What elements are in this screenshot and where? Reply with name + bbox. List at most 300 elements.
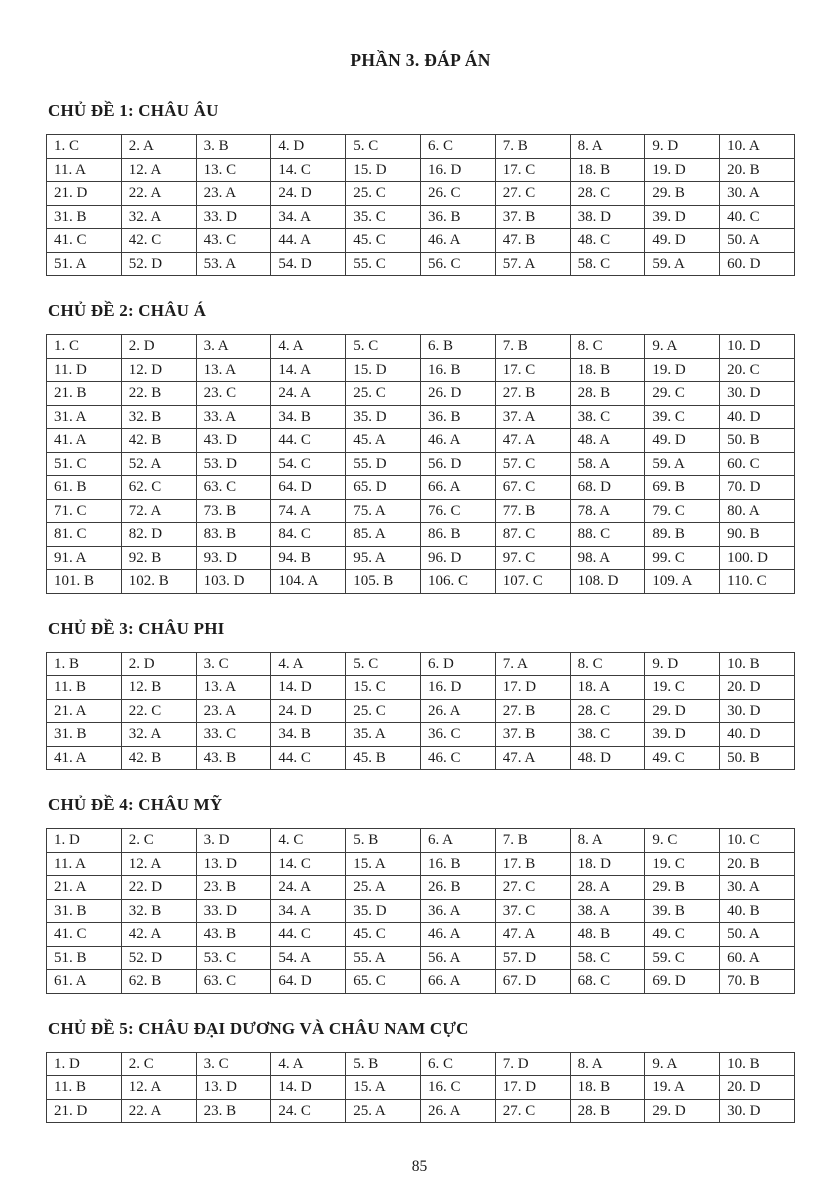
answer-cell: 25. C	[346, 699, 421, 723]
answer-cell: 8. A	[570, 829, 645, 853]
answer-cell: 18. B	[570, 158, 645, 182]
answer-cell: 69. B	[645, 476, 720, 500]
answer-cell: 17. B	[495, 852, 570, 876]
answer-cell: 15. C	[346, 676, 421, 700]
answer-cell: 12. D	[121, 358, 196, 382]
answer-cell: 43. D	[196, 429, 271, 453]
answer-cell: 41. C	[47, 229, 122, 253]
answer-cell: 64. D	[271, 970, 346, 994]
answer-cell: 103. D	[196, 570, 271, 594]
answer-cell: 35. D	[346, 405, 421, 429]
answer-cell: 41. A	[47, 429, 122, 453]
answer-cell: 48. D	[570, 746, 645, 770]
answer-cell: 36. B	[420, 405, 495, 429]
answer-cell: 11. D	[47, 358, 122, 382]
section-heading: CHỦ ĐỀ 4: CHÂU MỸ	[48, 795, 223, 814]
answer-cell: 37. B	[495, 205, 570, 229]
table-row	[47, 229, 795, 253]
answer-cell: 51. A	[47, 252, 122, 276]
answer-cell: 70. D	[720, 476, 795, 500]
answer-cell: 9. D	[645, 135, 720, 159]
answer-cell: 33. A	[196, 405, 271, 429]
answer-cell: 91. A	[47, 546, 122, 570]
answer-cell: 31. A	[47, 405, 122, 429]
answer-cell: 26. D	[420, 382, 495, 406]
answer-cell: 83. B	[196, 523, 271, 547]
answer-cell: 20. B	[720, 852, 795, 876]
section-chau-au	[46, 101, 795, 276]
answer-cell: 16. D	[420, 158, 495, 182]
answer-cell: 90. B	[720, 523, 795, 547]
answer-cell: 48. C	[570, 229, 645, 253]
answer-cell: 26. B	[420, 876, 495, 900]
answer-cell: 42. B	[121, 429, 196, 453]
table-row	[47, 1076, 795, 1100]
answer-cell: 63. C	[196, 970, 271, 994]
answer-cell: 58. C	[570, 946, 645, 970]
answer-cell: 87. C	[495, 523, 570, 547]
answer-cell: 18. B	[570, 1076, 645, 1100]
answer-cell: 60. C	[720, 452, 795, 476]
answer-cell: 19. C	[645, 676, 720, 700]
answer-cell: 35. D	[346, 899, 421, 923]
answer-cell: 12. B	[121, 676, 196, 700]
answer-cell: 46. A	[420, 923, 495, 947]
answer-cell: 20. D	[720, 1076, 795, 1100]
answer-cell: 57. A	[495, 252, 570, 276]
answer-cell: 27. B	[495, 699, 570, 723]
answer-table-chau-my	[46, 828, 795, 994]
answer-cell: 10. B	[720, 652, 795, 676]
answer-cell: 19. D	[645, 158, 720, 182]
answer-cell: 30. D	[720, 382, 795, 406]
table-row	[47, 699, 795, 723]
answer-cell: 55. C	[346, 252, 421, 276]
answer-cell: 33. D	[196, 205, 271, 229]
answer-cell: 5. B	[346, 1052, 421, 1076]
table-row	[47, 1099, 795, 1123]
answer-cell: 10. C	[720, 829, 795, 853]
table-row	[47, 723, 795, 747]
answer-cell: 47. A	[495, 746, 570, 770]
answer-cell: 13. C	[196, 158, 271, 182]
answer-cell: 22. D	[121, 876, 196, 900]
table-row	[47, 358, 795, 382]
section-chau-my	[46, 795, 795, 994]
answer-cell: 4. C	[271, 829, 346, 853]
table-row	[47, 746, 795, 770]
answer-cell: 3. A	[196, 335, 271, 359]
answer-cell: 25. C	[346, 182, 421, 206]
answer-table-chau-a	[46, 334, 795, 594]
answer-cell: 11. A	[47, 158, 122, 182]
answer-cell: 21. D	[47, 182, 122, 206]
answer-cell: 54. A	[271, 946, 346, 970]
answer-cell: 3. C	[196, 652, 271, 676]
answer-cell: 99. C	[645, 546, 720, 570]
answer-cell: 21. A	[47, 876, 122, 900]
answer-cell: 66. A	[420, 476, 495, 500]
answer-cell: 34. A	[271, 205, 346, 229]
answer-cell: 98. A	[570, 546, 645, 570]
answer-cell: 49. D	[645, 429, 720, 453]
answer-cell: 13. A	[196, 676, 271, 700]
answer-cell: 39. C	[645, 405, 720, 429]
answer-cell: 20. B	[720, 158, 795, 182]
table-row	[47, 876, 795, 900]
answer-cell: 32. B	[121, 405, 196, 429]
answer-cell: 9. D	[645, 652, 720, 676]
answer-cell: 18. D	[570, 852, 645, 876]
answer-cell: 55. D	[346, 452, 421, 476]
answer-cell: 7. B	[495, 829, 570, 853]
answer-cell: 31. B	[47, 205, 122, 229]
table-row	[47, 676, 795, 700]
answer-cell: 59. A	[645, 252, 720, 276]
answer-cell: 16. D	[420, 676, 495, 700]
answer-cell: 56. A	[420, 946, 495, 970]
answer-cell: 24. D	[271, 699, 346, 723]
answer-cell: 24. C	[271, 1099, 346, 1123]
answer-cell: 77. B	[495, 499, 570, 523]
answer-cell: 26. A	[420, 1099, 495, 1123]
answer-cell: 17. D	[495, 676, 570, 700]
answer-cell: 63. C	[196, 476, 271, 500]
answer-cell: 30. A	[720, 876, 795, 900]
answer-cell: 110. C	[720, 570, 795, 594]
answer-cell: 37. A	[495, 405, 570, 429]
answer-cell: 45. C	[346, 923, 421, 947]
section-heading: CHỦ ĐỀ 5: CHÂU ĐẠI DƯƠNG VÀ CHÂU NAM CỰC	[48, 1018, 469, 1038]
answer-cell: 59. C	[645, 946, 720, 970]
answer-cell: 27. B	[495, 382, 570, 406]
section-chau-dai-duong-nam-cuc	[46, 1019, 795, 1124]
answer-cell: 109. A	[645, 570, 720, 594]
answer-cell: 5. C	[346, 652, 421, 676]
answer-cell: 15. A	[346, 852, 421, 876]
answer-cell: 1. D	[47, 829, 122, 853]
answer-cell: 38. D	[570, 205, 645, 229]
table-row	[47, 546, 795, 570]
answer-cell: 18. A	[570, 676, 645, 700]
answer-cell: 10. D	[720, 335, 795, 359]
answer-table-chau-phi	[46, 652, 795, 771]
answer-cell: 40. D	[720, 405, 795, 429]
answer-cell: 69. D	[645, 970, 720, 994]
answer-cell: 73. B	[196, 499, 271, 523]
answer-cell: 7. D	[495, 1052, 570, 1076]
answer-cell: 42. A	[121, 923, 196, 947]
answer-cell: 38. C	[570, 723, 645, 747]
answer-cell: 29. D	[645, 699, 720, 723]
answer-cell: 54. D	[271, 252, 346, 276]
section-heading: CHỦ ĐỀ 1: CHÂU ÂU	[48, 101, 219, 120]
answer-cell: 43. C	[196, 229, 271, 253]
answer-cell: 9. A	[645, 335, 720, 359]
answer-cell: 57. D	[495, 946, 570, 970]
answer-cell: 46. A	[420, 429, 495, 453]
answer-cell: 20. C	[720, 358, 795, 382]
answer-cell: 1. B	[47, 652, 122, 676]
answer-table-chau-au	[46, 134, 795, 276]
answer-cell: 4. D	[271, 135, 346, 159]
answer-cell: 21. A	[47, 699, 122, 723]
answer-cell: 6. B	[420, 335, 495, 359]
answer-cell: 40. B	[720, 899, 795, 923]
answer-cell: 52. A	[121, 452, 196, 476]
answer-cell: 61. B	[47, 476, 122, 500]
answer-cell: 93. D	[196, 546, 271, 570]
answer-cell: 15. A	[346, 1076, 421, 1100]
answer-cell: 3. C	[196, 1052, 271, 1076]
answer-cell: 26. C	[420, 182, 495, 206]
table-row	[47, 970, 795, 994]
table-row	[47, 252, 795, 276]
answer-cell: 9. C	[645, 829, 720, 853]
answer-cell: 42. C	[121, 229, 196, 253]
answer-cell: 56. D	[420, 452, 495, 476]
answer-cell: 49. C	[645, 746, 720, 770]
answer-cell: 34. B	[271, 723, 346, 747]
answer-cell: 84. C	[271, 523, 346, 547]
answer-cell: 43. B	[196, 746, 271, 770]
answer-cell: 106. C	[420, 570, 495, 594]
answer-cell: 86. B	[420, 523, 495, 547]
table-row	[47, 499, 795, 523]
answer-cell: 19. C	[645, 852, 720, 876]
answer-cell: 28. B	[570, 1099, 645, 1123]
answer-cell: 68. C	[570, 970, 645, 994]
table-row	[47, 1052, 795, 1076]
answer-cell: 23. A	[196, 182, 271, 206]
answer-cell: 55. A	[346, 946, 421, 970]
answer-cell: 74. A	[271, 499, 346, 523]
answer-cell: 65. D	[346, 476, 421, 500]
answer-cell: 27. C	[495, 182, 570, 206]
answer-cell: 41. C	[47, 923, 122, 947]
answer-cell: 25. C	[346, 382, 421, 406]
answer-cell: 28. B	[570, 382, 645, 406]
answer-cell: 13. A	[196, 358, 271, 382]
answer-cell: 44. C	[271, 923, 346, 947]
answer-cell: 44. C	[271, 746, 346, 770]
answer-cell: 38. C	[570, 405, 645, 429]
answer-cell: 71. C	[47, 499, 122, 523]
answer-cell: 58. A	[570, 452, 645, 476]
answer-cell: 3. B	[196, 135, 271, 159]
answer-cell: 23. B	[196, 876, 271, 900]
answer-cell: 85. A	[346, 523, 421, 547]
answer-cell: 39. B	[645, 899, 720, 923]
answer-cell: 21. D	[47, 1099, 122, 1123]
answer-cell: 19. A	[645, 1076, 720, 1100]
answer-cell: 8. A	[570, 135, 645, 159]
answer-cell: 11. B	[47, 676, 122, 700]
answer-cell: 48. A	[570, 429, 645, 453]
answer-cell: 6. A	[420, 829, 495, 853]
answer-cell: 14. A	[271, 358, 346, 382]
answer-cell: 23. B	[196, 1099, 271, 1123]
answer-cell: 50. B	[720, 429, 795, 453]
answer-cell: 8. A	[570, 1052, 645, 1076]
answer-cell: 22. C	[121, 699, 196, 723]
answer-cell: 81. C	[47, 523, 122, 547]
answer-cell: 48. B	[570, 923, 645, 947]
answer-cell: 105. B	[346, 570, 421, 594]
answer-cell: 95. A	[346, 546, 421, 570]
answer-cell: 16. B	[420, 852, 495, 876]
answer-cell: 9. A	[645, 1052, 720, 1076]
answer-cell: 37. B	[495, 723, 570, 747]
answer-cell: 37. C	[495, 899, 570, 923]
table-row	[47, 405, 795, 429]
answer-cell: 62. C	[121, 476, 196, 500]
answer-cell: 62. B	[121, 970, 196, 994]
answer-cell: 15. D	[346, 358, 421, 382]
answer-cell: 51. B	[47, 946, 122, 970]
answer-cell: 14. C	[271, 158, 346, 182]
answer-cell: 46. C	[420, 746, 495, 770]
table-row	[47, 135, 795, 159]
answer-cell: 72. A	[121, 499, 196, 523]
answer-cell: 36. C	[420, 723, 495, 747]
answer-cell: 6. D	[420, 652, 495, 676]
answer-cell: 53. C	[196, 946, 271, 970]
answer-cell: 22. B	[121, 382, 196, 406]
answer-cell: 8. C	[570, 652, 645, 676]
answer-cell: 25. A	[346, 1099, 421, 1123]
answer-cell: 11. A	[47, 852, 122, 876]
answer-cell: 42. B	[121, 746, 196, 770]
answer-cell: 27. C	[495, 876, 570, 900]
section-chau-a	[46, 301, 795, 594]
answer-cell: 79. C	[645, 499, 720, 523]
answer-cell: 32. A	[121, 205, 196, 229]
answer-cell: 14. D	[271, 676, 346, 700]
answer-cell: 26. A	[420, 699, 495, 723]
answer-cell: 57. C	[495, 452, 570, 476]
answer-cell: 30. D	[720, 699, 795, 723]
answer-cell: 44. A	[271, 229, 346, 253]
answer-cell: 1. C	[47, 135, 122, 159]
answer-cell: 2. D	[121, 652, 196, 676]
answer-cell: 8. C	[570, 335, 645, 359]
answer-cell: 108. D	[570, 570, 645, 594]
answer-cell: 54. C	[271, 452, 346, 476]
answer-cell: 80. A	[720, 499, 795, 523]
table-row	[47, 158, 795, 182]
answer-cell: 27. C	[495, 1099, 570, 1123]
answer-cell: 58. C	[570, 252, 645, 276]
answer-cell: 13. D	[196, 1076, 271, 1100]
page-title: PHẦN 3. ĐÁP ÁN	[350, 50, 491, 70]
table-row	[47, 205, 795, 229]
answer-cell: 51. C	[47, 452, 122, 476]
answer-cell: 68. D	[570, 476, 645, 500]
section-chau-phi	[46, 619, 795, 771]
answer-cell: 89. B	[645, 523, 720, 547]
answer-cell: 52. D	[121, 946, 196, 970]
answer-cell: 35. A	[346, 723, 421, 747]
table-row	[47, 335, 795, 359]
answer-cell: 7. B	[495, 335, 570, 359]
answer-cell: 33. C	[196, 723, 271, 747]
table-row	[47, 570, 795, 594]
answer-cell: 50. A	[720, 923, 795, 947]
answer-cell: 36. A	[420, 899, 495, 923]
answer-cell: 49. D	[645, 229, 720, 253]
answer-cell: 47. B	[495, 229, 570, 253]
answer-cell: 76. C	[420, 499, 495, 523]
answer-cell: 14. C	[271, 852, 346, 876]
answer-cell: 5. B	[346, 829, 421, 853]
answer-cell: 50. A	[720, 229, 795, 253]
answer-cell: 46. A	[420, 229, 495, 253]
answer-cell: 7. A	[495, 652, 570, 676]
answer-cell: 65. C	[346, 970, 421, 994]
answer-cell: 31. B	[47, 899, 122, 923]
table-row	[47, 899, 795, 923]
answer-cell: 32. A	[121, 723, 196, 747]
answer-cell: 24. D	[271, 182, 346, 206]
answer-cell: 18. B	[570, 358, 645, 382]
answer-cell: 94. B	[271, 546, 346, 570]
answer-cell: 23. A	[196, 699, 271, 723]
answer-cell: 29. C	[645, 382, 720, 406]
answer-cell: 14. D	[271, 1076, 346, 1100]
answer-cell: 2. D	[121, 335, 196, 359]
answer-cell: 3. D	[196, 829, 271, 853]
answer-cell: 88. C	[570, 523, 645, 547]
table-row	[47, 829, 795, 853]
answer-cell: 82. D	[121, 523, 196, 547]
answer-cell: 45. B	[346, 746, 421, 770]
answer-cell: 60. A	[720, 946, 795, 970]
answer-cell: 17. D	[495, 1076, 570, 1100]
answer-cell: 13. D	[196, 852, 271, 876]
answer-cell: 30. D	[720, 1099, 795, 1123]
answer-cell: 70. B	[720, 970, 795, 994]
answer-cell: 29. B	[645, 182, 720, 206]
answer-cell: 45. C	[346, 229, 421, 253]
answer-cell: 5. C	[346, 335, 421, 359]
table-row	[47, 523, 795, 547]
answer-cell: 30. A	[720, 182, 795, 206]
page-number: 85	[411, 1158, 428, 1175]
answer-cell: 39. D	[645, 205, 720, 229]
answer-cell: 17. C	[495, 358, 570, 382]
section-heading: CHỦ ĐỀ 3: CHÂU PHI	[48, 618, 225, 638]
answer-cell: 104. A	[271, 570, 346, 594]
answer-cell: 102. B	[121, 570, 196, 594]
answer-cell: 47. A	[495, 429, 570, 453]
answer-cell: 22. A	[121, 1099, 196, 1123]
answer-cell: 28. C	[570, 699, 645, 723]
answer-cell: 31. B	[47, 723, 122, 747]
answer-cell: 10. A	[720, 135, 795, 159]
answer-cell: 35. C	[346, 205, 421, 229]
answer-cell: 17. C	[495, 158, 570, 182]
answer-cell: 12. A	[121, 852, 196, 876]
answer-cell: 4. A	[271, 652, 346, 676]
answer-cell: 97. C	[495, 546, 570, 570]
answer-cell: 107. C	[495, 570, 570, 594]
answer-cell: 101. B	[47, 570, 122, 594]
answer-table-chau-dai-duong-nam-cuc	[46, 1052, 795, 1124]
answer-cell: 6. C	[420, 1052, 495, 1076]
answer-cell: 29. D	[645, 1099, 720, 1123]
table-row	[47, 452, 795, 476]
